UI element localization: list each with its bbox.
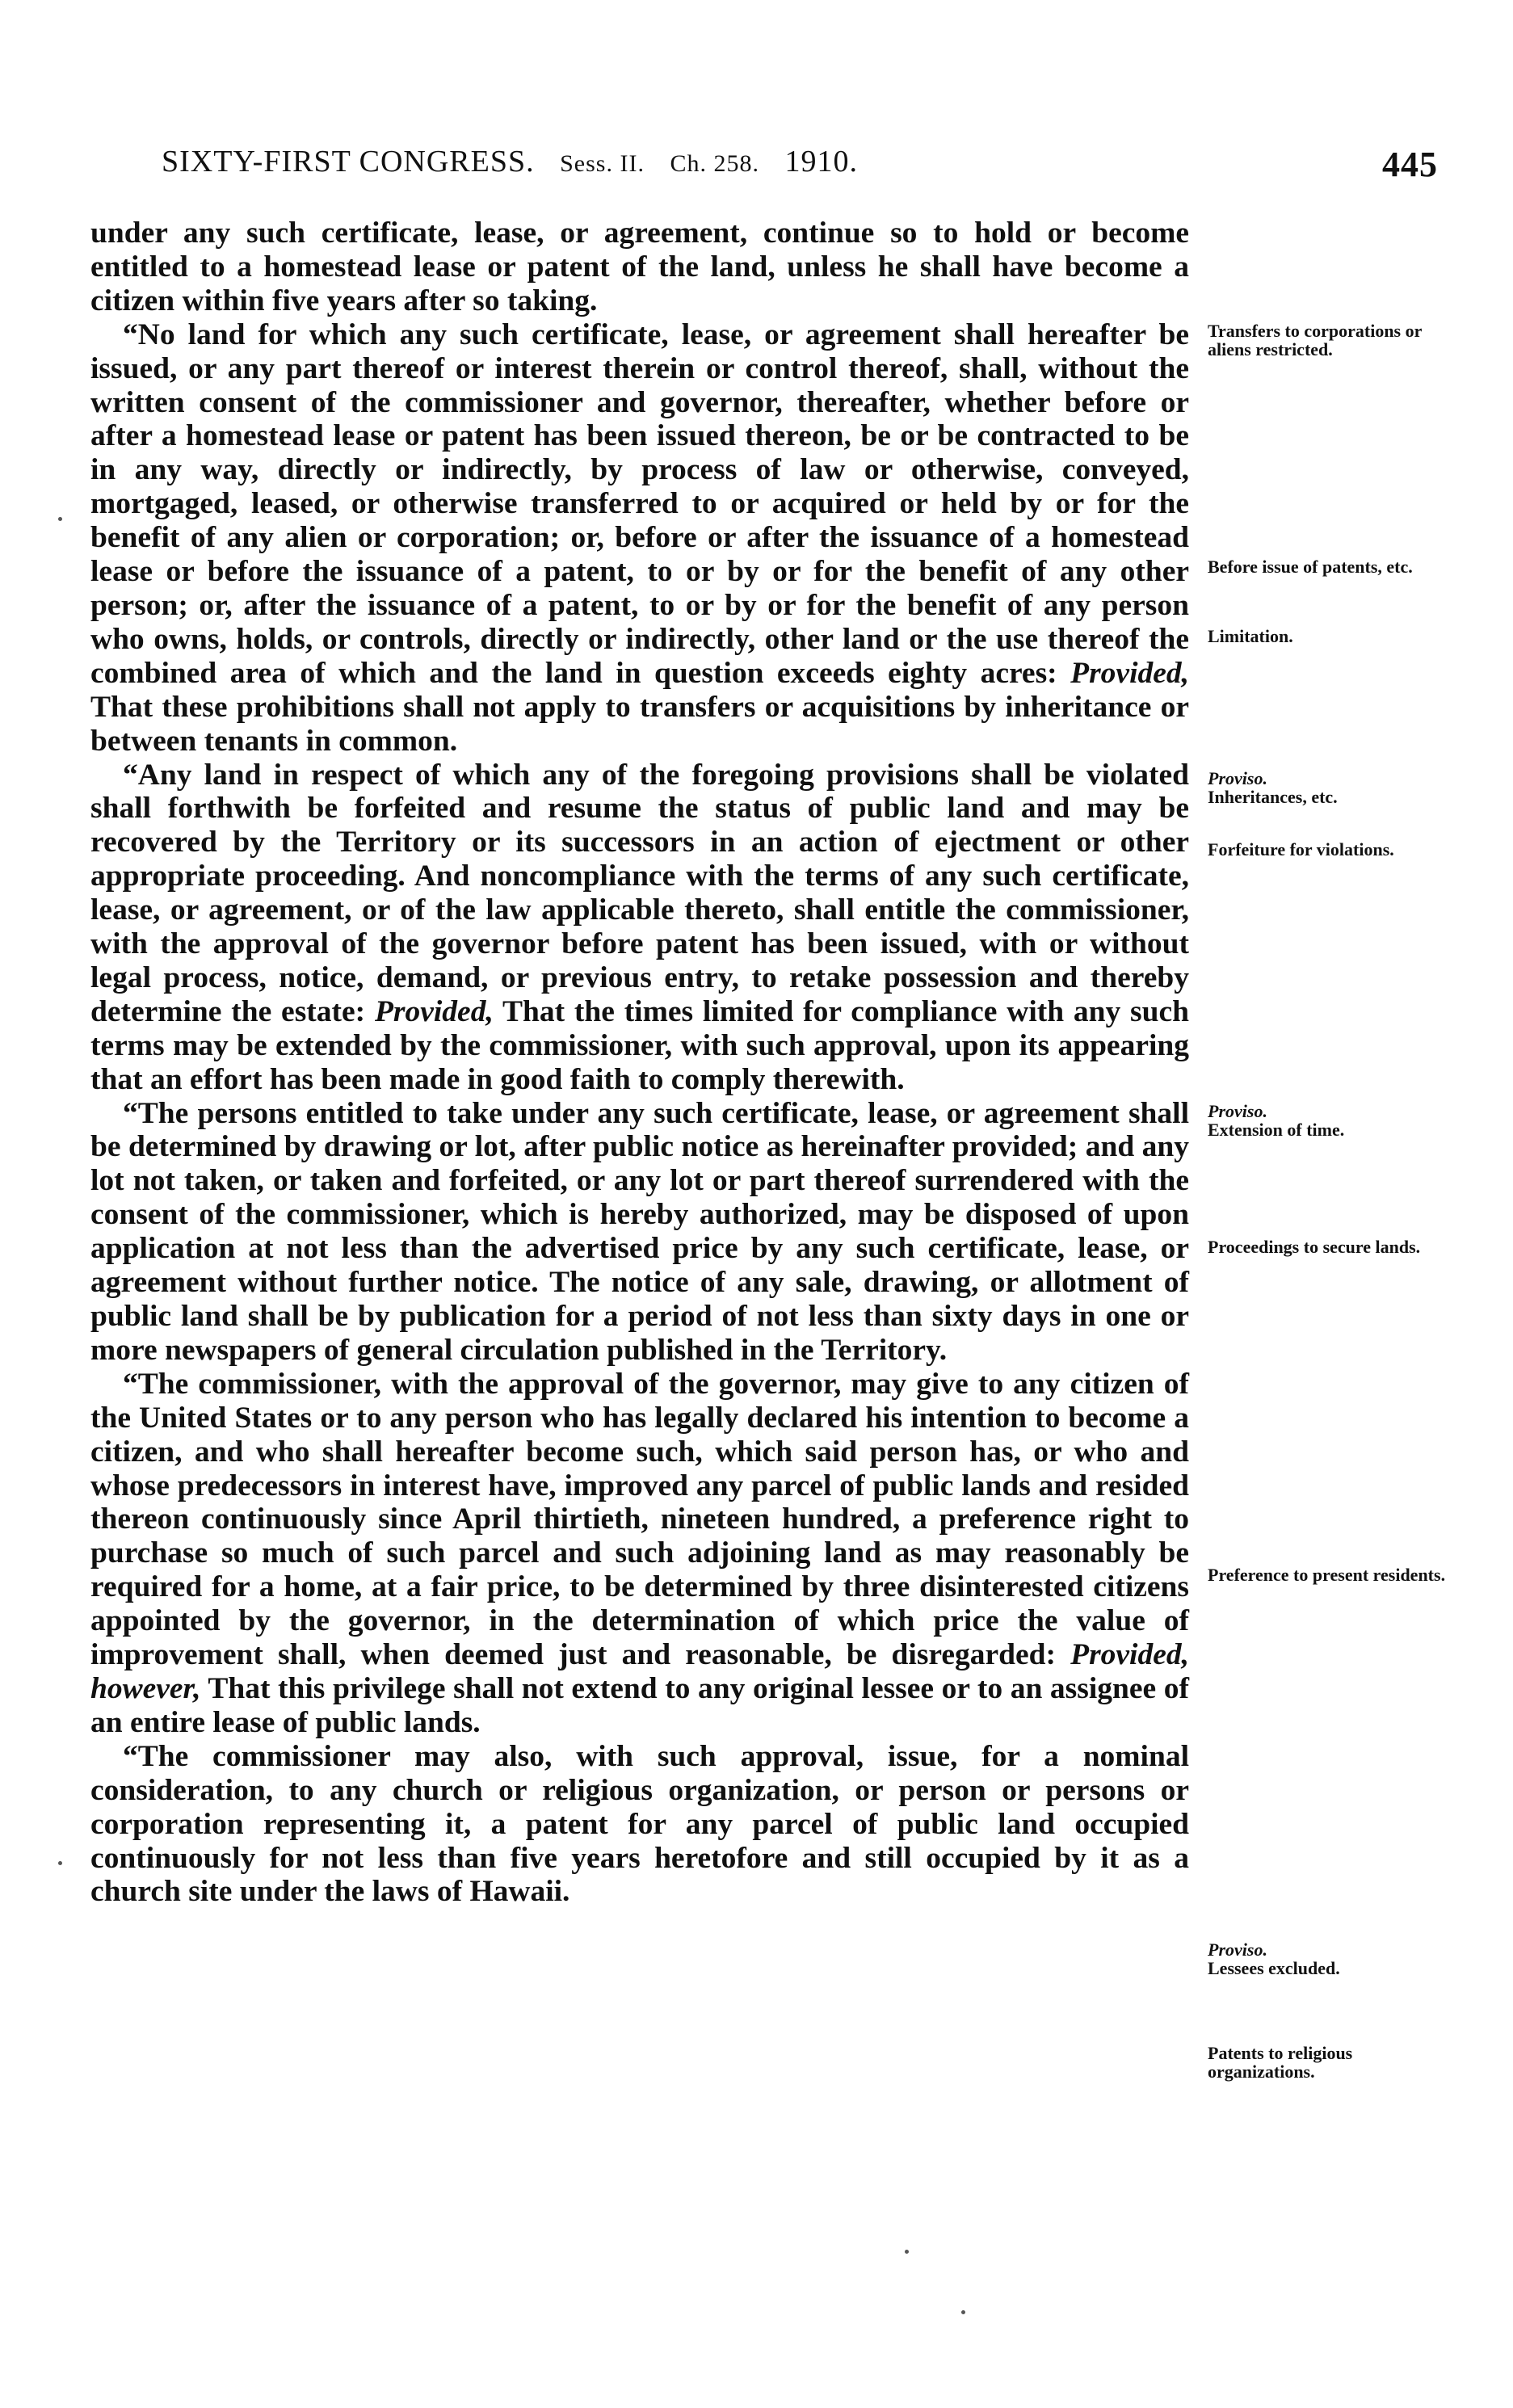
paragraph-text: under any such certificate, lease, or agreement, continue so to hold or become entitled to a homestead lease or patent of the land, unless he shall have become a citizen within five years after so taking. <box>90 216 1189 317</box>
running-head-title <box>162 144 858 179</box>
year-label: 1910. <box>784 145 858 179</box>
margin-note-label: Extension of time. <box>1208 1120 1345 1140</box>
margin-note-inheritances <box>1208 769 1450 806</box>
margin-note-label: Limitation. <box>1208 626 1293 646</box>
margin-note-before-issue <box>1208 557 1450 576</box>
margin-note-label: Preference to present residents. <box>1208 1565 1446 1585</box>
margin-note-proviso: Proviso. <box>1208 1101 1267 1121</box>
margin-note-label: Inheritances, etc. <box>1208 787 1338 807</box>
margin-note-proviso: Proviso. <box>1208 1939 1267 1960</box>
print-speck <box>961 2310 965 2314</box>
paragraph-text: “The commissioner may also, with such approval, issue, for a nominal consideration, to any church or religious organization, or person or persons or corporation representing it, a patent for any parcel of public land occupied continuously for not less than five years heretofore and still occupied by it as a church site under the laws of Hawaii. <box>90 1739 1189 1909</box>
chapter-label: Ch. 258. <box>670 150 759 177</box>
paragraph-text: That these prohibitions shall not apply to transfers or acquisitions by inheritance or between tenants in common. <box>90 690 1189 758</box>
margin-note-label: Proceedings to secure lands. <box>1208 1237 1421 1257</box>
proviso-word: Provided, <box>374 994 494 1028</box>
paragraph-continuation <box>90 216 1189 318</box>
paragraph-text: “The persons entitled to take under any such certificate, lease, or agreement shall be determined by drawing or lot, after public notice as hereinafter provided; and any lot not taken, or taken and forfeited, or any lot or part thereof surrendered with the consent of the commissioner, which is hereby authorized, may be disposed of upon application at not less than the advertised price by any such certificate, lease, or agreement without further notice. The notice of any sale, drawing, or allotment of public land shall be by publication for a period of not less than sixty days in one or more newspapers of general circulation published in the Territory. <box>90 1096 1189 1367</box>
paragraph-proceedings <box>90 1097 1189 1368</box>
proviso-word: Provided, however, <box>90 1638 1189 1705</box>
paragraph-transfers <box>90 318 1189 759</box>
margin-note-label: Lessees excluded. <box>1208 1958 1340 1978</box>
page-number: 445 <box>1382 145 1438 184</box>
margin-note-label: Before issue of patents, etc. <box>1208 557 1413 577</box>
print-speck <box>905 2250 909 2254</box>
margin-note-label: Forfeiture for violations. <box>1208 839 1394 859</box>
paragraph-forfeiture <box>90 759 1189 1097</box>
margin-note-religious <box>1208 2044 1450 2081</box>
statute-body <box>90 216 1189 1909</box>
margin-note-preference <box>1208 1565 1450 1584</box>
running-head <box>162 144 1438 192</box>
margin-note-extension <box>1208 1102 1450 1139</box>
margin-note-limitation <box>1208 627 1450 645</box>
paragraph-text: “The commissioner, with the approval of the governor, may give to any citizen of the United States or to any person who has legally declared his intention to become a citizen, and who shall hereafter become such, which said person has, or who and whose predecessors in interest have, improved any parcel of public lands and resided thereon continuously since April thirtieth, nineteen hundred, a preference right to purchase so much of such parcel and such adjoining land as may reasonably be required for a home, at a fair price, to be determined by three disinterested citizens appointed by the governor, in the determination of which price the value of improvement shall, when deemed just and reasonable, be disregarded: <box>90 1367 1189 1672</box>
session-label: Sess. II. <box>560 150 645 177</box>
proviso-word: Provided, <box>1070 656 1190 690</box>
margin-note-transfers <box>1208 321 1450 359</box>
print-speck <box>58 1861 62 1865</box>
margin-note-label: Patents to religious organizations. <box>1208 2043 1353 2082</box>
margin-note-proceedings <box>1208 1238 1450 1256</box>
paragraph-text: “Any land in respect of which any of the foregoing provisions shall be violated shall forthwith be forfeited and resume the status of public land and may be recovered by the Territory or its successors in an action of ejectment or other appropriate proceeding. And noncompliance with the terms of any such certificate, lease, or agreement, or of the law applicable thereto, shall entitle the commissioner, with the approval of the governor before patent has been issued, with or without legal process, notice, demand, or previous entry, to retake possession and thereby determine the estate: <box>90 758 1189 1028</box>
paragraph-preference <box>90 1368 1189 1740</box>
print-speck <box>58 517 62 521</box>
paragraph-text: That this privilege shall not extend to any original lessee or to an assignee of an entire lease of public lands. <box>90 1671 1189 1739</box>
margin-note-forfeiture <box>1208 840 1450 859</box>
paragraph-text: “No land for which any such certificate, lease, or agreement shall hereafter be issued, or any part thereof or interest therein or control thereof, shall, without the written consent of the commissioner and governor, thereafter, whether before or after a homestead lease or patent has been issued thereon, be or be contracted to be in any way, directly or indirectly, by process of law or otherwise, conveyed, mortgaged, leased, or otherwise transferred to or acquired or held by or for the benefit of any alien or corporation; or, before or after the issuance of a homestead lease or before the issuance of a patent, to or by or for the benefit of any other person; or, after the issuance of a patent, to or by or for the benefit of any person who owns, holds, or controls, directly or indirectly, other land or the use thereof the combined area of which and the land in question exceeds eighty acres: <box>90 317 1189 690</box>
congress-label: SIXTY-FIRST CONGRESS. <box>162 145 535 179</box>
paragraph-religious <box>90 1740 1189 1910</box>
margin-note-label: Transfers to corporations or aliens restricted. <box>1208 321 1422 359</box>
paragraph-text: That the times limited for compliance with any such terms may be extended by the commissioner, with such approval, upon its appearing that an effort has been made in good faith to comply therewith. <box>90 994 1190 1096</box>
margin-note-lessees <box>1208 1940 1450 1977</box>
margin-note-proviso: Proviso. <box>1208 768 1267 788</box>
